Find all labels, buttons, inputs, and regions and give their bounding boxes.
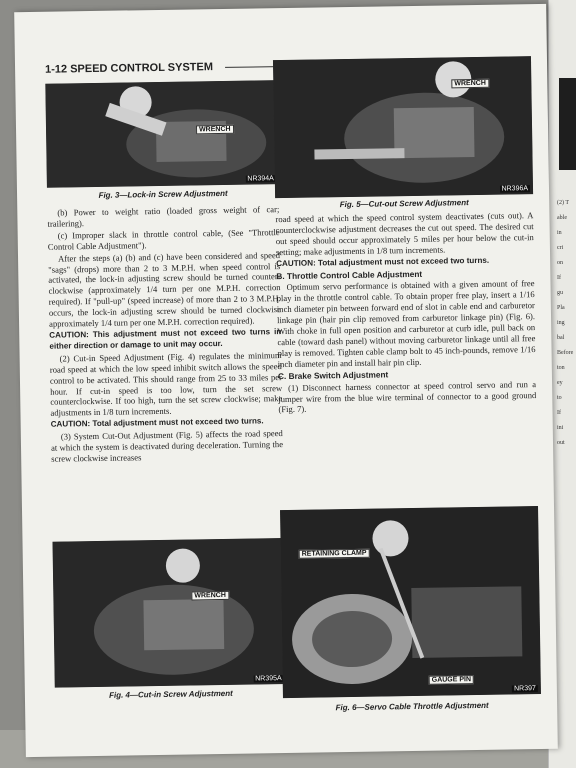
section-b-heading: B. Throttle Control Cable Adjustment (276, 268, 423, 281)
figure-3-photo (45, 80, 279, 188)
next-page-fragment: able (557, 215, 567, 221)
figure-5-code: NR396A (501, 185, 529, 193)
next-page-fragment: gu (557, 290, 563, 296)
figure-4-label: WRENCH (191, 591, 229, 601)
next-page-fragment: in (557, 230, 562, 236)
next-page-fragment: bal (557, 335, 565, 341)
figure-6-caption: Fig. 6—Servo Cable Throttle Adjustment (335, 700, 489, 713)
figure-5-label: WRENCH (451, 79, 489, 89)
figure-3-caption: Fig. 3—Lock-in Screw Adjustment (98, 188, 228, 200)
lock-in-paragraph: After the steps (a) (b) and (c) have been considered and speed "sags" (drops) more than 2 to 3 M.P.H. when speed control is activated, the lock-in adjusting screw should be turned counter-clockwise (approximately 1/4 turn per one M.P.H. correction required). If "pull-up" (speed increase) of more than 2 to 3 M.P.H. occurs, the lock-in adjusting screw should be turned clockwise approximately 1/4 turn per one M.P.H. correction required). (48, 249, 281, 329)
manual-page (14, 4, 558, 757)
figure-6-photo (280, 506, 541, 698)
next-page-fragment: ey (557, 380, 563, 386)
caution-3: CAUTION: Total adjustment must not exceed two turns. (276, 255, 490, 268)
page-header: 1-12 SPEED CONTROL SYSTEM (44, 61, 214, 76)
next-page-fragment: Before (557, 350, 574, 356)
right-column (275, 210, 536, 416)
next-page-fragment: ton (557, 365, 565, 371)
figure-4-caption: Fig. 4—Cut-in Screw Adjustment (108, 688, 233, 700)
gauge-pin-label: GAUGE PIN (429, 675, 474, 685)
next-page-fragment: out (557, 440, 565, 446)
figure-5-caption: Fig. 5—Cut-out Screw Adjustment (339, 198, 469, 210)
throttle-cable-paragraph: Optimum servo performance is obtained with a given amount of free play in the throttle control cable. To obtain proper free play, insert a 1/16 inch diameter pin between forward end of slot in cable end and carburetor linkage pin (hair pin clip removed from carburetor linkage pin) (Fig. 6). With choke in full open position and carburetor at curb idle, pull back on cable (toward dash panel) without moving carburetor linkage until all free play is removed. Tighten cable clamp bolt to 45 inch-pounds, remove 1/16 inch diameter pin and install hair pin clip. (276, 278, 536, 369)
figure-4-code: NR395A (255, 675, 282, 683)
next-page-fragment: If (557, 275, 561, 281)
cut-out-continued: road speed at which the speed control system deactivates (cuts out). A counterclockwise adjustment decreases the cut out speed. The desired cut out speed should occur approximately 5 miles per hour below the cut-in setting; make adjustments in 1/8 turn increments. (275, 210, 534, 257)
caution-1: CAUTION: This adjustment must not exceed two turns in either direction or damage to unit may occur. (49, 327, 282, 351)
figure-6-code: NR397 (514, 685, 536, 693)
brake-switch-paragraph: (1) Disconnect harness connector at speed control servo and run a jumper wire from the blue wire terminal of connector to a good ground (Fig. 7). (278, 378, 537, 415)
item-c: (c) Improper slack in throttle control cable, (See "Throttle Control Cable Adjustment"). (47, 226, 280, 252)
next-page-fragment: ini (557, 425, 564, 431)
figure-5-photo (273, 56, 533, 198)
next-page-text (557, 200, 573, 455)
retaining-clamp-label: RETAINING CLAMP (299, 549, 370, 559)
cut-out-paragraph: (3) System Cut-Out Adjustment (Fig. 5) affects the road speed at which the system is deactivated during deceleration. Turning the screw clockwise increases (50, 428, 284, 464)
next-page-fragment: cri (557, 245, 564, 251)
figure-4-photo (53, 538, 287, 688)
left-column (47, 204, 283, 465)
figure-3-label: WRENCH (196, 125, 234, 135)
next-page-fragment: If (557, 410, 561, 416)
section-c-heading: C. Brake Switch Adjustment (277, 369, 389, 381)
caution-2: CAUTION: Total adjustment must not exceed two turns. (50, 416, 264, 429)
next-page-fragment: ing (557, 320, 565, 326)
item-b: (b) Power to weight ratio (loaded gross weight of car; trailering). (47, 204, 280, 229)
next-page-fragment: Pla (557, 305, 565, 311)
next-page-fragment: to (557, 395, 562, 401)
figure-3-code: NR394A (247, 175, 274, 183)
next-page-fragment: on (557, 260, 563, 266)
cut-in-paragraph: (2) Cut-in Speed Adjustment (Fig. 4) regulates the minimum road speed at which the low speed inhibit switch allows the speed control to be activated. This should range from 25 to 33 miles per hour. If cut-in speed is too low, turn the set screw counterclockwise. If too high, turn the set screw clockwise; make adjustments in 1/8 turn increments. (49, 349, 283, 419)
next-page-fragment: (2) T (557, 200, 570, 206)
